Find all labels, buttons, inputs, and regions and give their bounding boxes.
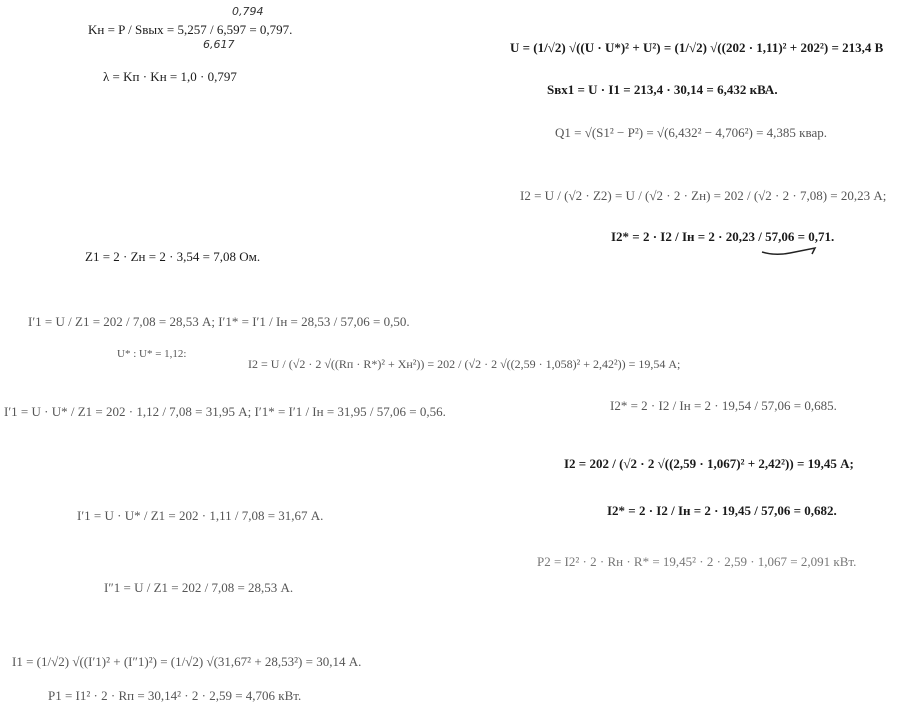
formula-q1: Q1 = √(S1² − P²) = √(6,432² − 4,706²) = 4,385 квар. <box>555 125 827 140</box>
formula-i2-star-a: I2* = 2 · I2 / Iн = 2 · 20,23 / 57,06 = 0,71. <box>611 229 835 244</box>
formula-i1-prime-c: I′1 = U · U* / Z1 = 202 · 1,11 / 7,08 = 31,67 А. <box>77 508 324 523</box>
formula-z1: Z1 = 2 · Zн = 2 · 3,54 = 7,08 Ом. <box>85 249 261 264</box>
formula-i2-star-c: I2* = 2 · I2 / Iн = 2 · 19,45 / 57,06 = 0,682. <box>607 503 837 518</box>
handwritten-note-kn-denominator: 6,617 <box>203 38 235 51</box>
formula-i1-prime-a: I′1 = U / Z1 = 202 / 7,08 = 28,53 А; I′1* = I′1 / Iн = 28,53 / 57,06 = 0,50. <box>28 314 410 329</box>
formula-p2: P2 = I2² · 2 · Rн · R* = 19,45² · 2 · 2,59 · 1,067 = 2,091 кВт. <box>537 554 857 569</box>
formula-i2-b: I2 = U / (√2 · 2 √((Rп · R*)² + Xн²)) = 202 / (√2 · 2 √((2,59 · 1,058)² + 2,42²)) = 19,54 А; <box>248 357 681 371</box>
handwritten-note-kn-top: 0,794 <box>232 5 264 18</box>
formula-kn: Kн = P / Sвых = 5,257 / 6,597 = 0,797. <box>88 22 293 37</box>
formula-u-ratio: U* : U* = 1,12: <box>117 348 187 360</box>
formula-p1: P1 = I1² · 2 · Rп = 30,14² · 2 · 2,59 = 4,706 кВт. <box>48 688 302 703</box>
formula-i1-prime-b: I′1 = U · U* / Z1 = 202 · 1,12 / 7,08 = 31,95 А; I′1* = I′1 / Iн = 31,95 / 57,06 = 0,56. <box>4 404 446 419</box>
formula-i2-c: I2 = 202 / (√2 · 2 √((2,59 · 1,067)² + 2,42²)) = 19,45 А; <box>564 456 854 471</box>
formula-i2-a: I2 = U / (√2 · Z2) = U / (√2 · 2 · Zн) = 202 / (√2 · 2 · 7,08) = 20,23 А; <box>520 188 887 203</box>
formula-i1-total: I1 = (1/√2) √((I′1)² + (I″1)²) = (1/√2) √(31,67² + 28,53²) = 30,14 А. <box>12 654 362 669</box>
formula-i1-double-prime: I″1 = U / Z1 = 202 / 7,08 = 28,53 А. <box>104 580 294 595</box>
formula-u: U = (1/√2) √((U · U*)² + U²) = (1/√2) √((202 · 1,11)² + 202²) = 213,4 В <box>510 40 884 55</box>
formula-lambda: λ = Kп · Kн = 1,0 · 0,797 <box>103 69 237 84</box>
formula-i2-star-b: I2* = 2 · I2 / Iн = 2 · 19,54 / 57,06 = 0,685. <box>610 398 837 413</box>
underline-scribble <box>760 244 820 258</box>
formula-s-vx1: Sвх1 = U · I1 = 213,4 · 30,14 = 6,432 кВА. <box>547 82 778 97</box>
